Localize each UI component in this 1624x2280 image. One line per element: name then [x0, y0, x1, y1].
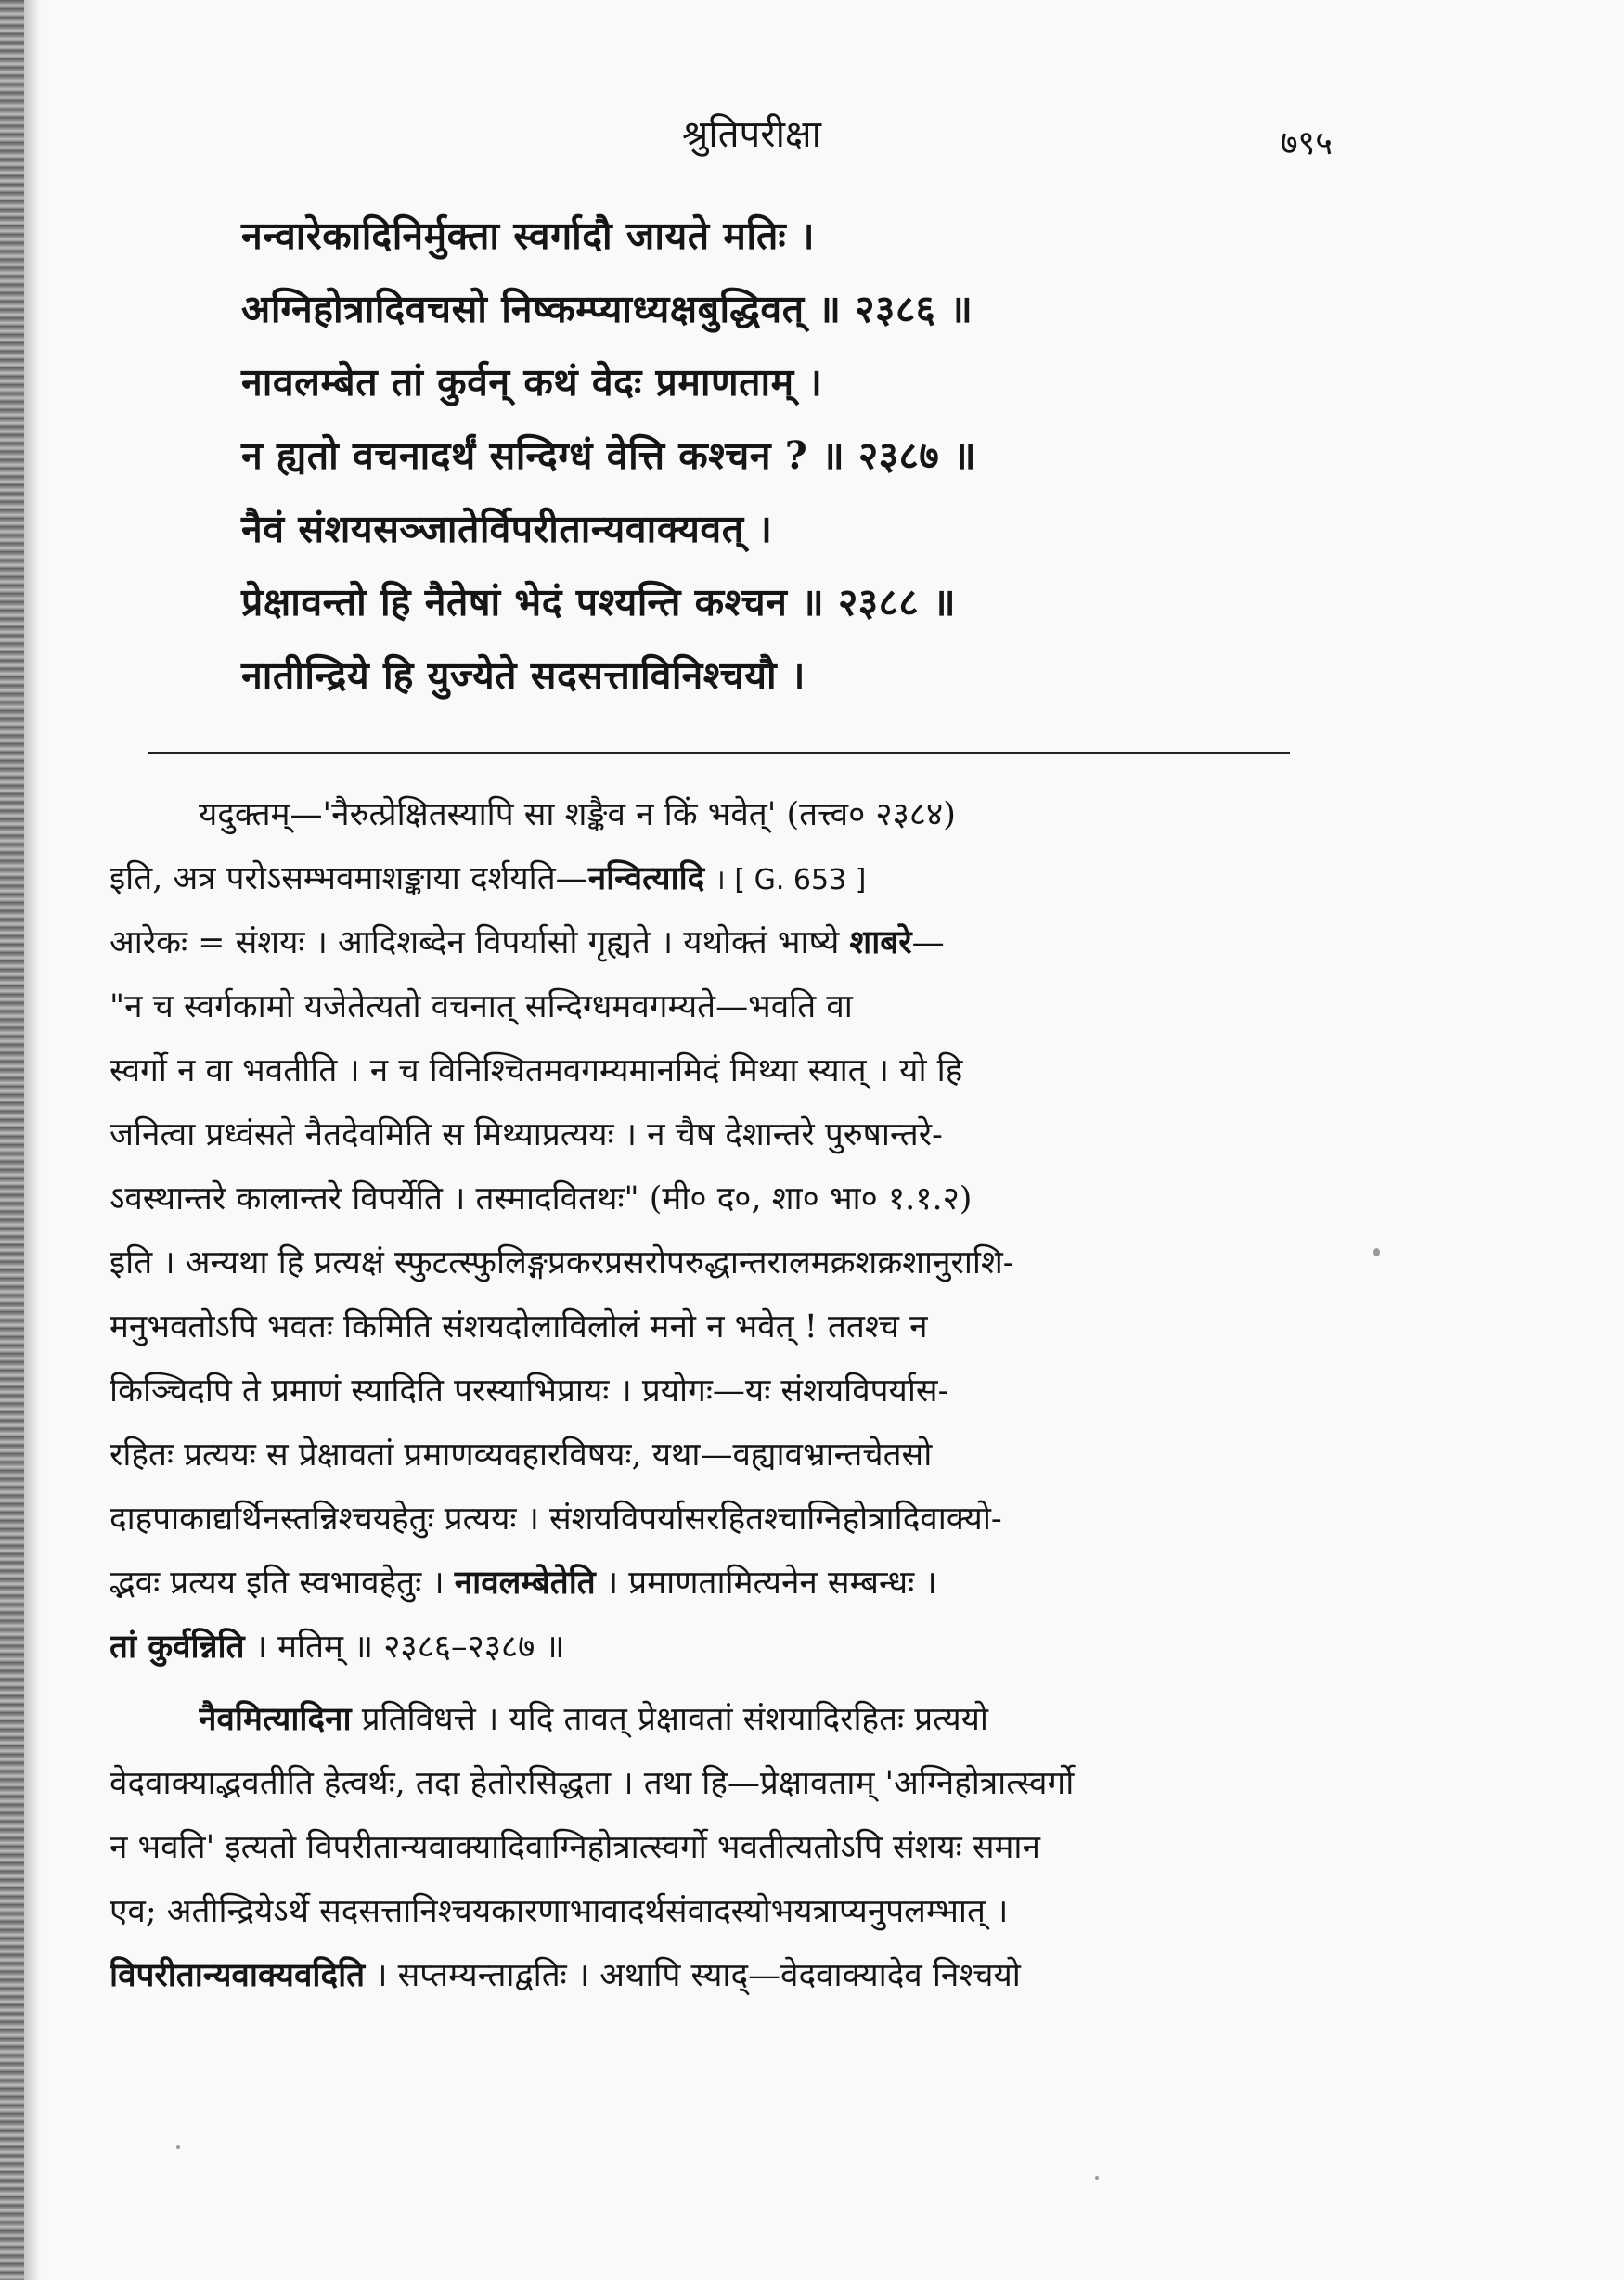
commentary-line [110, 1624, 1302, 1681]
commentary-text: — [911, 924, 945, 961]
commentary-line: रहितः प्रत्ययः स प्रेक्षावतां प्रमाणव्यवहारविषयः, यथा—वह्यावभ्रान्तचेतसो [110, 1436, 933, 1474]
commentary-text: । मतिम् ॥ २३८६–२३८७ ॥ [254, 1629, 565, 1666]
verse-line-1: नन्वारेकादिनिर्मुक्ता स्वर्गादौ जायते मतिः । [241, 213, 816, 258]
commentary-line: इति । अन्यथा हि प्रत्यक्षं स्फुटत्स्फुलिङ्गप्रकरप्रसरोपरुद्धान्तरालमक्रशक्रशानुराशि- [110, 1244, 1014, 1282]
book-binding-edge [0, 0, 24, 2280]
commentary-keyword: नन्वित्यादि [587, 859, 705, 897]
verse-line-5: नैवं संशयसञ्जातेर्विपरीतान्यवाक्यवत् । [241, 507, 773, 551]
scan-speck [1095, 2176, 1099, 2180]
commentary-keyword: तां कुर्वन्निति [110, 1628, 245, 1666]
commentary-text: । सप्तम्यन्ताद्वतिः । अथापि स्याद्—वेदवाक्यादेव निश्चयो [375, 1957, 1021, 1994]
verse-line-2: अग्निहोत्रादिवचसो निष्कम्प्याध्यक्षबुद्धिवत् ॥ २३८६ ॥ [241, 287, 973, 331]
commentary-keyword: शाबरे [849, 923, 912, 961]
commentary-line: "न च स्वर्गकामो यजेतेत्यतो वचनात् सन्दिग्धमवगम्यते—भवति वा [110, 988, 853, 1025]
verse-line-3: नावलम्बेत तां कुर्वन् कथं वेदः प्रमाणताम् । [241, 360, 823, 405]
verse-line-6: प्रेक्षावन्तो हि नैतेषां भेदं पश्यन्ति कश्चन ॥ २३८८ ॥ [241, 580, 957, 625]
reference-marker: । [ G. 653 ] [715, 864, 867, 896]
commentary-text: आरेकः = संशयः । आदिशब्देन विपर्यासो गृह्यते । यथोक्तं भाष्ये [110, 924, 840, 961]
commentary-keyword: नैवमित्यादिना [199, 1700, 352, 1738]
commentary-keyword: विपरीतान्यवाक्यवदिति [110, 1956, 366, 1994]
verse-line-4: न ह्यतो वचनादर्थं सन्दिग्धं वेत्ति कश्चन ? ॥ २३८७ ॥ [241, 433, 977, 478]
commentary-line: वेदवाक्याद्भवतीति हेत्वर्थः, तदा हेतोरसिद्धता । तथा हि—प्रेक्षावताम् 'अग्निहोत्रात्स्वर्गो [110, 1765, 1075, 1802]
commentary-line: न भवति' इत्यतो विपरीतान्यवाक्यादिवाग्निहोत्रात्स्वर्गो भवतीत्यतोऽपि संशयः समान [110, 1829, 1040, 1866]
commentary-text: । प्रमाणतामित्यनेन सम्बन्धः । [605, 1565, 937, 1602]
commentary-line: स्वर्गो न वा भवतीति । न च विनिश्चितमवगम्यमानमिदं मिथ्या स्यात् । यो हि [110, 1052, 963, 1089]
commentary-line [110, 1560, 1302, 1617]
commentary-text: प्रतिविधत्ते । यदि तावत् प्रेक्षावतां संशयादिरहितः प्रत्ययो [361, 1701, 988, 1738]
commentary-line: दाहपाकाद्यर्थिनस्तन्निश्चयहेतुः प्रत्ययः । संशयविपर्यासरहितश्चाग्निहोत्रादिवाक्यो- [110, 1501, 1002, 1538]
commentary-line [199, 1696, 1303, 1754]
commentary-text: द्भवः प्रत्यय इति स्वभावहेतुः । [110, 1565, 445, 1602]
page-number: ७९५ [1280, 124, 1333, 162]
commentary-line [110, 920, 1302, 977]
commentary-line: मनुभवतोऽपि भवतः किमिति संशयदोलाविलोलं मनो न भवेत् ! ततश्च न [110, 1308, 928, 1346]
commentary-line: किञ्चिदपि ते प्रमाणं स्यादिति परस्याभिप्रायः । प्रयोगः—यः संशयविपर्यास- [110, 1372, 949, 1410]
commentary-line [110, 1952, 1302, 2010]
commentary-line: जनित्वा प्रध्वंसते नैतदेवमिति स मिथ्याप्रत्ययः । न चैष देशान्तरे पुरुषान्तरे- [110, 1116, 943, 1153]
verse-line-7: नातीन्द्रिये हि युज्येते सदसत्ताविनिश्चयौ । [241, 653, 806, 698]
commentary-line [110, 856, 1302, 913]
commentary-line: ऽवस्थान्तरे कालान्तरे विपर्येति । तस्मादवितथः" (मी० द०, शा० भा० १.१.२) [110, 1180, 973, 1217]
scan-speck [1373, 1248, 1380, 1256]
commentary-line: एव; अतीन्द्रियेऽर्थे सदसत्तानिश्चयकारणाभावादर्थसंवादस्योभयत्राप्यनुपलम्भात् । [110, 1893, 1009, 1930]
commentary-line: यदुक्तम्—'नैरुत्प्रेक्षितस्यापि सा शङ्कैव न किं भवेत्' (तत्त्व० २३८४) [199, 796, 956, 833]
section-divider-rule [148, 752, 1290, 754]
binding-shadow [24, 0, 41, 2280]
commentary-keyword: नावलम्बेतेति [454, 1564, 596, 1602]
running-title: श्रुतिपरीक्षा [682, 113, 821, 156]
commentary-text: इति, अत्र परोऽसम्भवमाशङ्काया दर्शयति— [110, 860, 588, 897]
scan-speck [176, 2145, 180, 2149]
